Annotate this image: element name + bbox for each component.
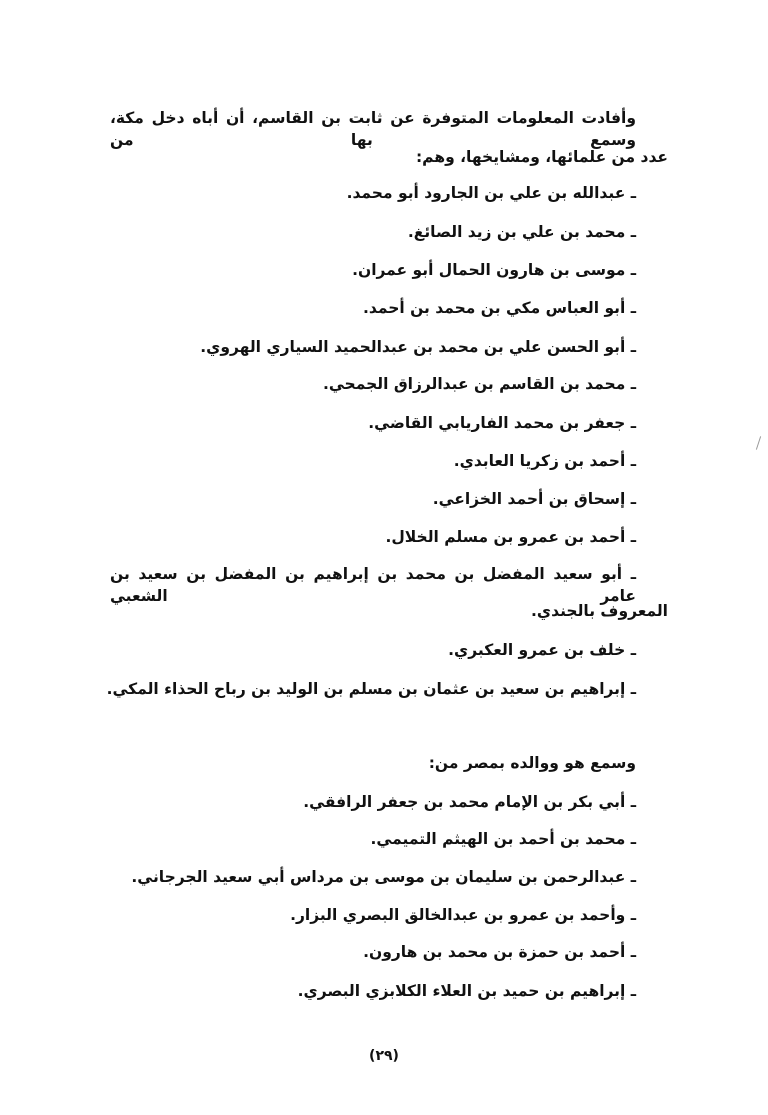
list-item: ـ إبراهيم بن حميد بن العلاء الكلابزي البصري. [297, 982, 636, 1000]
list-item: ـ خلف بن عمرو العكبري. [448, 641, 636, 659]
list-item: ـ جعفر بن محمد الفاريابي القاضي. [368, 414, 636, 432]
paragraph-line: وأفادت المعلومات المتوفرة عن ثابت بن القاسم، أن أباه دخل مكة، وسمع بها من [110, 109, 636, 149]
list-item-continuation: المعروف بالجندي. [531, 602, 668, 620]
margin-mark [756, 436, 761, 450]
list-item: ـ عبدالله بن علي بن الجارود أبو محمد. [346, 184, 636, 202]
list-item: ـ محمد بن علي بن زيد الصائغ. [407, 223, 636, 241]
list-item: ـ أبي بكر بن الإمام محمد بن جعفر الرافقي. [303, 793, 636, 811]
list-item: ـ محمد بن القاسم بن عبدالرزاق الجمحي. [322, 375, 636, 393]
list-item: ـ وأحمد بن عمرو بن عبدالخالق البصري البزار. [290, 906, 636, 924]
list-item: ـ إسحاق بن أحمد الخزاعي. [432, 490, 636, 508]
list-item: ـ أحمد بن زكريا العابدي. [453, 452, 636, 470]
list-item: ـ أبو العباس مكي بن محمد بن أحمد. [363, 299, 636, 317]
paragraph-heading: وسمع هو ووالده بمصر من: [428, 754, 636, 772]
list-item: ـ أبو سعيد المفضل بن محمد بن إبراهيم بن المفضل بن سعيد بن عامر الشعبي [110, 565, 636, 605]
list-item: ـ إبراهيم بن سعيد بن عثمان بن مسلم بن الوليد بن رباح الحذاء المكي. [106, 680, 636, 698]
list-item: ـ موسى بن هارون الحمال أبو عمران. [352, 261, 636, 279]
list-item: ـ أحمد بن حمزة بن محمد بن هارون. [363, 943, 636, 961]
list-item: ـ عبدالرحمن بن سليمان بن موسى بن مرداس أبي سعيد الجرجاني. [131, 868, 636, 886]
list-item: ـ أبو الحسن علي بن محمد بن عبدالحميد السياري الهروي. [200, 338, 636, 356]
page-number: (٢٩) [369, 1048, 399, 1064]
paragraph-line: عدد من علمائها، ومشايخها، وهم: [415, 148, 668, 166]
list-item: ـ أحمد بن عمرو بن مسلم الخلال. [385, 528, 636, 546]
list-item: ـ محمد بن أحمد بن الهيثم التميمي. [370, 830, 636, 848]
